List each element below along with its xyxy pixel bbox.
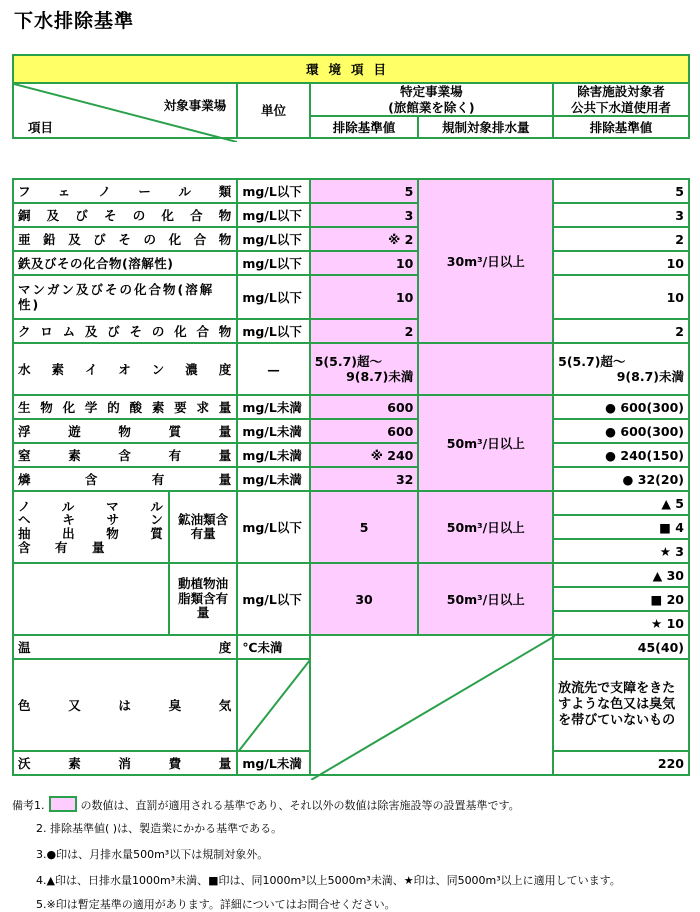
row-unit: mg/L以下 [237,227,309,251]
row-value-2: 10 [553,251,689,275]
row-value: 10 [310,275,419,319]
row-value-2: ● 600(300) [553,419,689,443]
row-value: 5 [310,179,419,203]
row-value-2: 放流先で支障をきたすような色又は臭気を帯びていないもの [553,659,689,751]
standards-table [12,54,690,139]
row-value-2: 45(40) [553,635,689,659]
item-target-header [13,83,237,138]
std-header: 排除基準値 [310,116,419,138]
row-unit: — [237,343,309,395]
animal-oil-label: 動植物油脂類含有量 [169,563,237,635]
row-value: ※ 2 [310,227,419,251]
removal-label: 除害施設対象者 [577,84,665,99]
row-value-2: 3 [553,203,689,227]
item-label: 項目 [28,120,54,135]
row-value-2: ● 600(300) [553,395,689,419]
reg-volume-3: 50m³/日以上 [418,491,553,563]
special-note: (旅館業を除く) [388,99,475,115]
row-unit: mg/L未満 [237,751,309,775]
removal-facility-header [553,83,689,116]
unit-header: 単位 [237,83,309,138]
nhex-blank [13,563,169,635]
reg-header: 規制対象排水量 [418,116,553,138]
row-name: 生物化学的酸素要求量 [13,395,237,419]
not-applicable-cell [310,635,553,775]
row-name: 鉄及びその化合物(溶解性) [13,251,237,275]
animal-std-2: ■ 20 [553,587,689,611]
standards-table-body [12,178,690,776]
row-name: 銅及びその化合物 [13,203,237,227]
reg-volume-1: 30m³/日以上 [418,179,553,343]
row-value-2: 220 [553,751,689,775]
nhex-label-4: 含有量 [18,539,106,555]
row-unit: mg/L以下 [237,203,309,227]
removal-label-2: 公共下水道使用者 [571,99,672,115]
row-value: 10 [310,251,419,275]
row-value-2: 5 [553,179,689,203]
row-name: 亜鉛及びその化合物 [13,227,237,251]
row-unit: mg/L以下 [237,275,309,319]
reg-volume-2: 50m³/日以上 [418,395,553,491]
row-value: 600 [310,395,419,419]
ph-range-start: 5(5.7)超～ [314,354,383,369]
row-name: 沃素消費量 [13,751,237,775]
legend-pink-box [49,796,77,812]
row-value: 3 [310,203,419,227]
note-3: 3.●印は、月排水量500m³以下は規制対象外。 [36,848,269,861]
note-1-text: の数値は、直罰が適用される基準であり、それ以外の数値は除害施設等の設置基準です。 [80,799,520,812]
reg-volume-blank [418,343,553,395]
animal-std-3: ★ 10 [553,611,689,635]
diagonal-line [238,660,310,752]
row-name: 水素イオン濃度 [13,343,237,395]
row-value [310,343,419,395]
note-5: 5.※印は暫定基準の適用があります。詳細についてはお問合せください。 [36,898,396,911]
row-name: 燐含有量 [13,467,237,491]
row-name: 窒素含有量 [13,443,237,467]
note-4: 4.▲印は、日排水量1000m³未満、■印は、同1000m³以上5000m³未満、★印は、同5000m³以上に適用しています。 [36,874,621,887]
unit-blank [237,659,309,751]
special-facility-header [310,83,553,116]
row-name: 色又は臭気 [13,659,237,751]
row-unit: mg/L以下 [237,251,309,275]
note-2: 2. 排除基準値( )は、製造業にかかる基準である。 [36,822,283,835]
animal-unit: mg/L以下 [237,563,309,635]
diagonal-line [311,636,555,780]
mineral-std-1: ▲ 5 [553,491,689,515]
row-name: 浮遊物質量 [13,419,237,443]
ph-range-end: 9(8.7)未満 [346,369,414,384]
special-label: 特定事業場 [400,84,463,99]
row-value: ※ 240 [310,443,419,467]
animal-std-1: ▲ 30 [553,563,689,587]
reg-volume-4: 50m³/日以上 [418,563,553,635]
animal-value: 30 [310,563,419,635]
ph-range-start-2: 5(5.7)超～ [558,354,626,369]
row-unit: mg/L未満 [237,443,309,467]
nhex-label-1: ノルマル [18,498,164,514]
row-value: 32 [310,467,419,491]
row-name: クロム及びその化合物 [13,319,237,343]
row-value: 600 [310,419,419,443]
row-value: 2 [310,319,419,343]
nhex-label-2: ヘキサン [18,512,164,528]
row-value-2: 2 [553,319,689,343]
mineral-oil-label: 鉱油類含有量 [169,491,237,563]
row-name: 温度 [13,635,237,659]
ph-range-end-2: 9(8.7)未満 [616,369,684,384]
row-unit: mg/L未満 [237,467,309,491]
target-label: 対象事業場 [163,98,227,113]
mineral-std-2: ■ 4 [553,515,689,539]
row-value-2: 2 [553,227,689,251]
row-unit: mg/L以下 [237,179,309,203]
row-unit: mg/L未満 [237,395,309,419]
row-unit: ℃未満 [237,635,309,659]
row-name: マンガン及びその化合物(溶解性) [13,275,237,319]
row-value-2: ● 32(20) [553,467,689,491]
row-value-2: ● 240(150) [553,443,689,467]
mineral-unit: mg/L以下 [237,491,309,563]
note-1-prefix: 備考1. [12,799,45,812]
note-1 [12,796,520,813]
mineral-std-3: ★ 3 [553,539,689,563]
mineral-value: 5 [310,491,419,563]
row-name: フェノール類 [13,179,237,203]
row-value-2: 10 [553,275,689,319]
row-value-2 [553,343,689,395]
page-title: 下水排除基準 [14,10,135,32]
row-unit: mg/L以下 [237,319,309,343]
row-unit: mg/L未満 [237,419,309,443]
std2-header: 排除基準値 [553,116,689,138]
nhex-label-3: 抽出物質 [18,526,164,541]
environment-items-header: 環境項目 [13,55,689,83]
nhex-label [13,491,169,563]
